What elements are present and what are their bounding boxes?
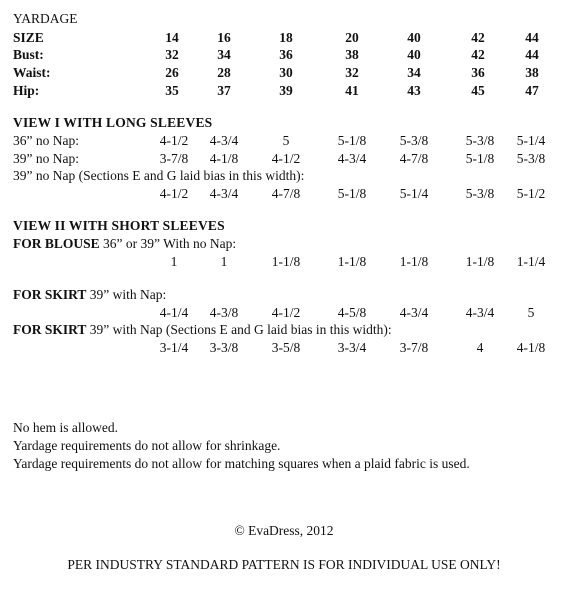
copyright: © EvaDress, 2012 [234, 523, 334, 538]
yardage-value: 3-7/8 [159, 151, 189, 166]
waist-value: 26 [165, 65, 179, 80]
yardage-value: 5-1/4 [399, 186, 429, 201]
yardage-value: 4-3/4 [209, 186, 239, 201]
skirt-bias-label-bold: FOR SKIRT [13, 322, 87, 337]
yardage-value: 4-1/4 [159, 305, 189, 320]
view1-row-label: 39” no Nap (Sections E and G laid bias in this width): [13, 168, 305, 183]
size-value: 18 [279, 30, 293, 45]
yardage-value: 1-1/8 [337, 254, 367, 269]
waist-value: 28 [217, 65, 231, 80]
yardage-value: 4-3/8 [209, 305, 239, 320]
waist-value: 30 [279, 65, 293, 80]
hip-value: 39 [279, 83, 293, 98]
note: Yardage requirements do not allow for shrinkage. [13, 438, 281, 453]
yardage-value: 4-5/8 [337, 305, 367, 320]
hip-value: 45 [471, 83, 485, 98]
yardage-value: 4-3/4 [337, 151, 367, 166]
view1-heading: VIEW I WITH LONG SLEEVES [13, 115, 213, 130]
yardage-value: 4-7/8 [399, 151, 429, 166]
yardage-value: 1 [170, 254, 178, 269]
yardage-value: 5-3/8 [465, 133, 495, 148]
blouse-label [13, 236, 236, 252]
view1-row-label: 39” no Nap: [13, 151, 79, 166]
yardage-title: YARDAGE [13, 11, 78, 26]
waist-value: 38 [525, 65, 539, 80]
waist-label: Waist: [13, 65, 51, 80]
bust-value: 40 [407, 47, 421, 62]
yardage-value: 4-1/2 [159, 186, 189, 201]
waist-value: 36 [471, 65, 485, 80]
yardage-value: 4-3/4 [399, 305, 429, 320]
yardage-value: 4 [476, 340, 484, 355]
view2-heading: VIEW II WITH SHORT SLEEVES [13, 218, 225, 233]
bust-value: 38 [345, 47, 359, 62]
bust-value: 36 [279, 47, 293, 62]
skirt-bias-label [13, 322, 392, 338]
yardage-value: 5-1/8 [337, 133, 367, 148]
yardage-value: 1-1/8 [271, 254, 301, 269]
hip-value: 35 [165, 83, 179, 98]
size-label: SIZE [13, 30, 44, 45]
yardage-value: 5-3/8 [516, 151, 546, 166]
size-value: 44 [525, 30, 539, 45]
yardage-value: 4-1/2 [271, 151, 301, 166]
usage-notice: PER INDUSTRY STANDARD PATTERN IS FOR INDIVIDUAL USE ONLY! [67, 557, 501, 572]
hip-value: 41 [345, 83, 359, 98]
yardage-value: 1-1/4 [516, 254, 546, 269]
blouse-label-bold: FOR BLOUSE [13, 236, 100, 251]
hip-value: 37 [217, 83, 231, 98]
note: No hem is allowed. [13, 420, 118, 435]
yardage-value: 4-3/4 [465, 305, 495, 320]
size-value: 16 [217, 30, 231, 45]
yardage-value: 5-1/4 [516, 133, 546, 148]
yardage-value: 1 [220, 254, 228, 269]
yardage-value: 5-1/8 [465, 151, 495, 166]
waist-value: 32 [345, 65, 359, 80]
bust-value: 44 [525, 47, 539, 62]
yardage-value: 1-1/8 [465, 254, 495, 269]
yardage-value: 3-7/8 [399, 340, 429, 355]
size-value: 20 [345, 30, 359, 45]
yardage-value: 3-3/4 [337, 340, 367, 355]
bust-value: 32 [165, 47, 179, 62]
bust-label: Bust: [13, 47, 44, 62]
bust-value: 34 [217, 47, 231, 62]
note: Yardage requirements do not allow for matching squares when a plaid fabric is used. [13, 456, 470, 471]
hip-value: 43 [407, 83, 421, 98]
skirt-bias-label-rest: 39” with Nap (Sections E and G laid bias in this width): [86, 322, 392, 337]
yardage-value: 4-1/2 [159, 133, 189, 148]
yardage-value: 5 [527, 305, 535, 320]
yardage-value: 1-1/8 [399, 254, 429, 269]
yardage-value: 4-1/8 [516, 340, 546, 355]
skirt-label [13, 287, 166, 303]
size-value: 14 [165, 30, 179, 45]
size-value: 42 [471, 30, 485, 45]
yardage-value: 3-1/4 [159, 340, 189, 355]
yardage-value: 5-3/8 [465, 186, 495, 201]
yardage-value: 5-1/8 [337, 186, 367, 201]
yardage-value: 4-7/8 [271, 186, 301, 201]
yardage-value: 4-1/2 [271, 305, 301, 320]
yardage-value: 3-5/8 [271, 340, 301, 355]
yardage-value: 4-3/4 [209, 133, 239, 148]
hip-label: Hip: [13, 83, 40, 98]
blouse-label-rest: 36” or 39” With no Nap: [99, 236, 237, 251]
size-value: 40 [407, 30, 421, 45]
yardage-value: 5-1/2 [516, 186, 546, 201]
hip-value: 47 [525, 83, 539, 98]
yardage-value: 3-3/8 [209, 340, 239, 355]
waist-value: 34 [407, 65, 421, 80]
skirt-label-rest: 39” with Nap: [86, 287, 167, 302]
skirt-label-bold: FOR SKIRT [13, 287, 87, 302]
yardage-value: 4-1/8 [209, 151, 239, 166]
bust-value: 42 [471, 47, 485, 62]
view1-row-label: 36” no Nap: [13, 133, 79, 148]
yardage-value: 5 [282, 133, 290, 148]
yardage-value: 5-3/8 [399, 133, 429, 148]
